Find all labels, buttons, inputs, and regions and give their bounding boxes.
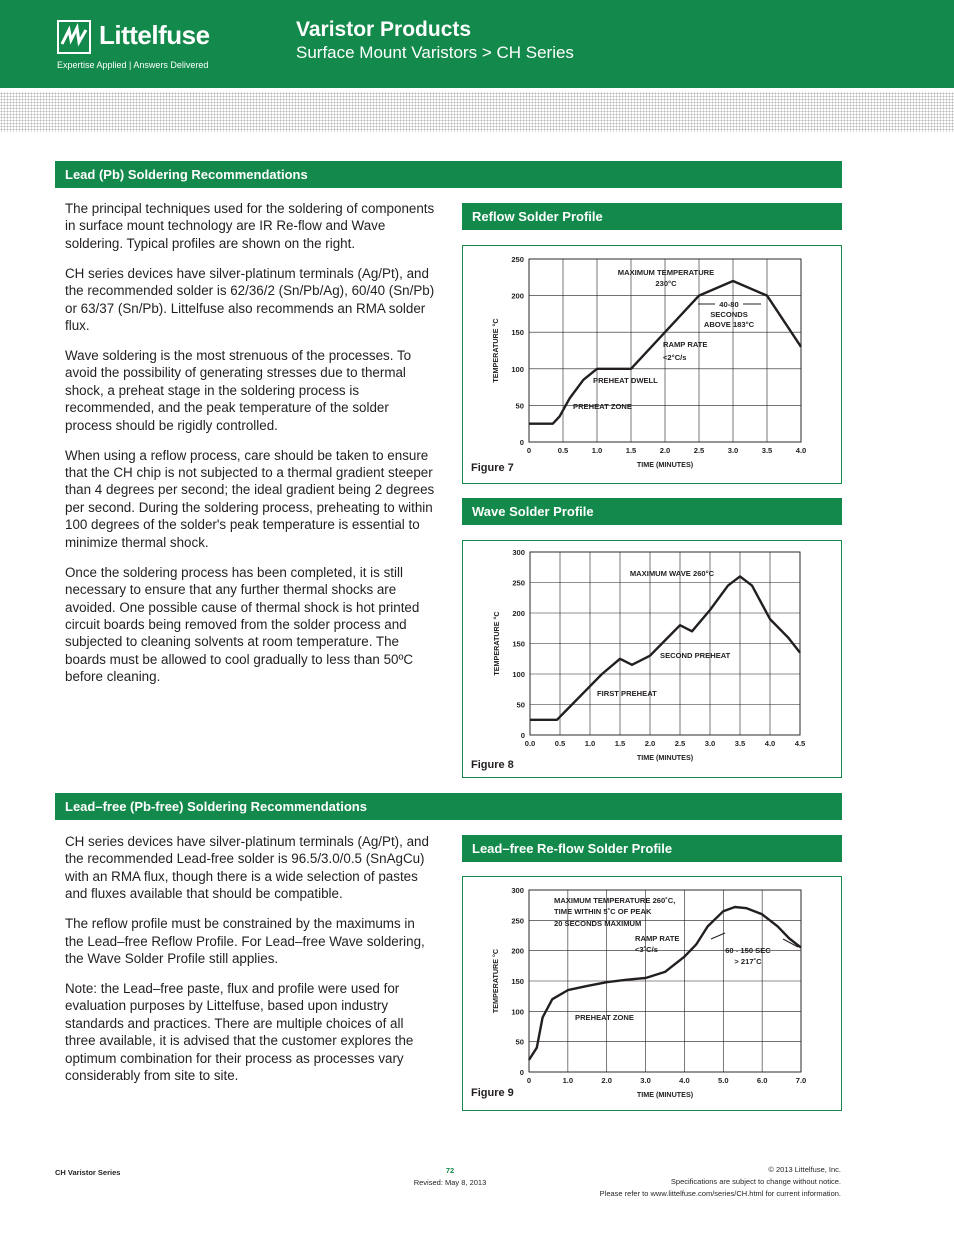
chart-annotation: <3˚C/s <box>635 945 659 954</box>
chart-svg <box>463 246 841 483</box>
x-tick-label: 1.5 <box>614 739 626 748</box>
x-tick-label: 4.0 <box>764 739 776 748</box>
paragraph: Note: the Lead–free paste, flux and profile were used for evaluation purposes by Littelfuse, based upon industry standards and practices. There are multiple choices of all three available, it is advised that the customer explores the optimum combination for their process as processes vary considerably from site to site. <box>65 981 414 1084</box>
x-tick-label: 2.5 <box>693 446 705 455</box>
x-tick-label: 4.0 <box>795 446 807 455</box>
temperature-profile-line <box>529 907 801 1060</box>
chart-annotation: > 217˚C <box>734 957 762 966</box>
x-axis-label: TIME (MINUTES) <box>636 1090 694 1099</box>
chart-annotation: ABOVE 183°C <box>703 320 755 329</box>
lead-free-profile-chart <box>462 876 842 1111</box>
arrow-line <box>711 933 725 939</box>
y-tick-label: 50 <box>516 700 525 710</box>
dotted-band <box>0 92 954 132</box>
section-heading-lead: Lead (Pb) Soldering Recommendations <box>55 161 842 188</box>
x-tick-label: 7.0 <box>795 1076 807 1085</box>
chart-annotation: MAXIMUM WAVE 260°C <box>629 569 715 578</box>
page-subtitle: Surface Mount Varistors > CH Series <box>296 43 574 62</box>
chart-annotation: <2°C/s <box>663 353 687 362</box>
page-header <box>0 0 954 88</box>
y-tick-label: 0 <box>519 438 524 447</box>
chart-annotation: PREHEAT ZONE <box>573 402 632 411</box>
paragraph: The principal techniques used for the soldering of components in surface mount technology are IR Re-flow and Wave soldering. Typical profiles are shown on the right. <box>65 201 435 251</box>
x-tick-label: 3.0 <box>640 1076 651 1085</box>
section-text-lead <box>65 200 435 698</box>
chart-annotation: PREHEAT DWELL <box>593 376 658 385</box>
x-tick-label: 1.0 <box>591 446 603 455</box>
figure-label: Figure 8 <box>471 759 514 771</box>
chart-annotation: 230°C <box>655 279 677 288</box>
chart-svg <box>463 877 841 1110</box>
y-tick-label: 0 <box>519 1068 524 1077</box>
x-tick-label: 4.0 <box>679 1076 690 1085</box>
footer-copyright: © 2013 Littelfuse, Inc. <box>768 1165 841 1174</box>
page-number: 72 <box>445 1166 455 1175</box>
y-tick-label: 250 <box>512 578 525 588</box>
paragraph: CH series devices have silver-platinum terminals (Ag/Pt), and the recommended solder is 62/36/2 (Sn/Pb/Ag), 60/40 (Sn/Pb) or 63/37 (Sn/Pb). Littelfuse also recommends an RMA solder flux. <box>65 265 435 334</box>
x-tick-label: 1.0 <box>584 739 596 748</box>
y-tick-label: 200 <box>511 946 524 956</box>
y-tick-label: 150 <box>511 977 524 986</box>
figure-label: Figure 7 <box>471 462 514 474</box>
y-tick-label: 300 <box>512 548 525 557</box>
paragraph: Wave soldering is the most strenuous of the processes. To avoid the possibility of generating stresses due to thermal shock, a preheat stage in the soldering process is recommended, and the peak temperature of the solder process should be rigidly controlled. <box>65 348 412 433</box>
x-tick-label: 3.5 <box>761 446 773 455</box>
chart-annotation: RAMP RATE <box>663 340 708 349</box>
y-tick-label: 200 <box>511 291 524 301</box>
revision-date: Revised: May 8, 2013 <box>413 1178 487 1187</box>
y-tick-label: 150 <box>512 639 525 649</box>
x-tick-label: 3.5 <box>734 739 746 748</box>
page-title: Varistor Products <box>296 18 472 41</box>
x-tick-label: 2.0 <box>601 1076 612 1085</box>
paragraph: When using a reflow process, care should be taken to ensure that the CH chip is not subjected to a thermal gradient steeper than 4 degrees per second; the ideal gradient being 2 degrees per second. During the soldering process, preheating to within 100 degrees of the solder's peak temperature is essential to minimize thermal shock. <box>65 447 435 550</box>
y-tick-label: 150 <box>511 328 524 338</box>
x-axis-label: TIME (MINUTES) <box>636 753 694 762</box>
y-axis-label: TEMPERATURE °C <box>491 318 500 383</box>
y-tick-label: 50 <box>515 1037 524 1047</box>
x-tick-label: 1.0 <box>562 1076 574 1085</box>
paragraph: The reflow profile must be constrained by the maximums in the Lead–free Reflow Profile. For Lead–free Wave soldering, the Wave Solder Profile still applies. <box>65 916 425 967</box>
x-tick-label: 2.0 <box>659 446 671 455</box>
y-axis-label: TEMPERATURE °C <box>491 948 500 1014</box>
chart-annotation: 40-80 <box>719 300 739 309</box>
x-tick-label: 3.0 <box>704 739 716 748</box>
y-tick-label: 100 <box>512 670 525 679</box>
section-heading-lead-free: Lead–free (Pb-free) Soldering Recommendations <box>55 793 842 820</box>
x-tick-label: 4.5 <box>794 739 806 748</box>
wave-profile-heading: Wave Solder Profile <box>462 498 842 525</box>
brand-tagline: Expertise Applied | Answers Delivered <box>57 60 209 70</box>
y-tick-label: 0 <box>520 731 525 740</box>
lead-free-profile-heading: Lead–free Re-flow Solder Profile <box>462 835 842 862</box>
chart-svg <box>463 541 841 777</box>
footer-series: CH Varistor Series <box>55 1168 121 1177</box>
chart-annotation: SECONDS <box>710 310 748 319</box>
chart-annotation: SECOND PREHEAT <box>660 651 731 660</box>
x-tick-label: 6.0 <box>756 1076 768 1085</box>
x-tick-label: 0 <box>526 1076 532 1085</box>
x-tick-label: 1.5 <box>625 446 637 455</box>
brand-name: Littelfuse <box>99 20 210 50</box>
x-tick-label: 0.5 <box>554 739 566 748</box>
footer-url[interactable]: Please refer to www.littelfuse.com/series/CH.html for current information. <box>599 1189 841 1198</box>
paragraph: CH series devices have silver-platinum terminals (Ag/Pt), and the recommended Lead-free solder is 96.5/3.0/0.5 (SnAgCu) with an RMA flux, though there is a wide selection of pastes and fluxes available that should be compatible. <box>65 834 429 902</box>
chart-annotation: FIRST PREHEAT <box>597 689 657 698</box>
x-tick-label: 0 <box>526 446 532 455</box>
y-tick-label: 100 <box>511 364 524 374</box>
chart-annotation: TIME WITHIN 5˚C OF PEAK <box>554 907 652 916</box>
chart-annotation: MAXIMUM TEMPERATURE <box>617 268 715 277</box>
paragraph: Once the soldering process has been completed, it is still necessary to ensure that any further thermal shocks are avoided. One possible cause of thermal shock is hot printed circuit boards being removed from the solder process and subjected to cleaning solvents at room temperature. The boards must be allowed to cool gradually to less than 50ºC before cleaning. <box>65 564 420 685</box>
wave-profile-chart <box>462 540 842 778</box>
y-tick-label: 250 <box>511 255 524 264</box>
y-tick-label: 200 <box>512 609 525 618</box>
x-tick-label: 2.5 <box>674 739 686 748</box>
y-tick-label: 100 <box>511 1007 524 1017</box>
section-text-lead-free <box>65 833 435 1097</box>
chart-annotation: PREHEAT ZONE <box>575 1013 634 1022</box>
chart-annotation: 20 SECONDS MAXIMUM <box>554 919 642 928</box>
reflow-profile-chart <box>462 245 842 484</box>
y-tick-label: 300 <box>511 886 524 895</box>
x-tick-label: 3.0 <box>727 446 739 455</box>
y-axis-label: TEMPERATURE °C <box>492 611 501 676</box>
x-tick-label: 0.5 <box>557 446 569 455</box>
x-tick-label: 5.0 <box>718 1076 729 1085</box>
chart-annotation: RAMP RATE <box>635 934 680 943</box>
y-tick-label: 250 <box>511 916 524 926</box>
x-axis-label: TIME (MINUTES) <box>636 460 694 469</box>
footer-notice: Specifications are subject to change without notice. <box>670 1177 841 1186</box>
temperature-profile-line <box>530 576 800 719</box>
chart-annotation: 60 - 150 SEC <box>725 946 771 955</box>
littelfuse-logo-icon <box>57 20 91 54</box>
y-tick-label: 50 <box>515 401 524 411</box>
x-tick-label: 0.0 <box>524 739 536 748</box>
reflow-profile-heading: Reflow Solder Profile <box>462 203 842 230</box>
x-tick-label: 2.0 <box>644 739 656 748</box>
chart-annotation: MAXIMUM TEMPERATURE 260˚C, <box>554 896 676 905</box>
figure-label: Figure 9 <box>471 1087 514 1099</box>
